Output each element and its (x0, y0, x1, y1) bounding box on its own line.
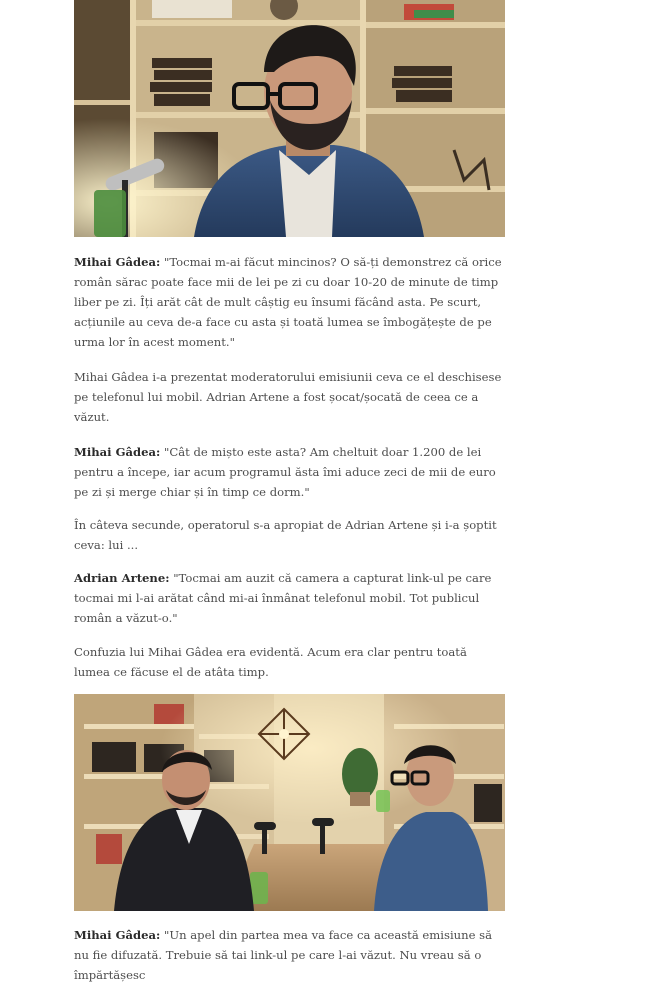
paragraph-quote-3 (74, 568, 505, 628)
speaker-name: Mihai Gâdea: (74, 445, 161, 459)
article-photo-interview (74, 694, 505, 911)
article-photo-host (74, 0, 505, 237)
speaker-name: Mihai Gâdea: (74, 928, 161, 942)
quote-text: "Tocmai am auzit că camera a capturat link-ul pe care tocmai mi l-ai arătat când mi-ai înmânat telefonul mobil. Tot publicul român a văzut-o." (74, 571, 492, 625)
paragraph-quote-4 (74, 925, 505, 985)
photo-2-illustration (74, 694, 505, 911)
narration-text: Mihai Gâdea i-a prezentat moderatorului emisiunii ceva ce el deschisese pe telefonul lui mobil. Adrian Artene a fost șocat/șocată de ceea ce a văzut. (74, 370, 502, 424)
narration-text: Confuzia lui Mihai Gâdea era evidentă. Acum era clar pentru toată lumea ce făcuse el de atâta timp. (74, 645, 467, 679)
quote-text: "Un apel din partea mea va face ca această emisiune să nu fie difuzată. Trebuie să tai link-ul pe care l-ai văzut. Nu vreau să o împărtășesc (74, 928, 492, 982)
quote-text: "Cât de mișto este asta? Am cheltuit doar 1.200 de lei pentru a începe, iar acum programul ăsta îmi aduce zeci de mii de euro pe zi și merge chiar și în timp ce dorm." (74, 445, 496, 499)
photo-1-illustration (74, 0, 505, 237)
paragraph-narration-1 (74, 367, 505, 427)
speaker-name: Mihai Gâdea: (74, 255, 161, 269)
paragraph-quote-1 (74, 252, 505, 352)
quote-text: "Tocmai m-ai făcut mincinos? O să-ți demonstrez că orice român sărac poate face mii de lei pe zi cu doar 10-20 de minute de timp liber pe zi. Îți arăt cât de mult câștig eu însumi făcând asta. Pe scurt, acțiunile au ceva de-a face cu asta și toată lumea se îmbogățește de pe urma lor în acest moment." (74, 255, 502, 349)
speaker-name: Adrian Artene: (74, 571, 170, 585)
paragraph-narration-3 (74, 642, 505, 682)
paragraph-narration-2 (74, 515, 505, 555)
narration-text: În câteva secunde, operatorul s-a apropiat de Adrian Artene și i-a șoptit ceva: lui ... (74, 518, 497, 552)
paragraph-quote-2 (74, 442, 505, 502)
article-body (74, 0, 505, 985)
